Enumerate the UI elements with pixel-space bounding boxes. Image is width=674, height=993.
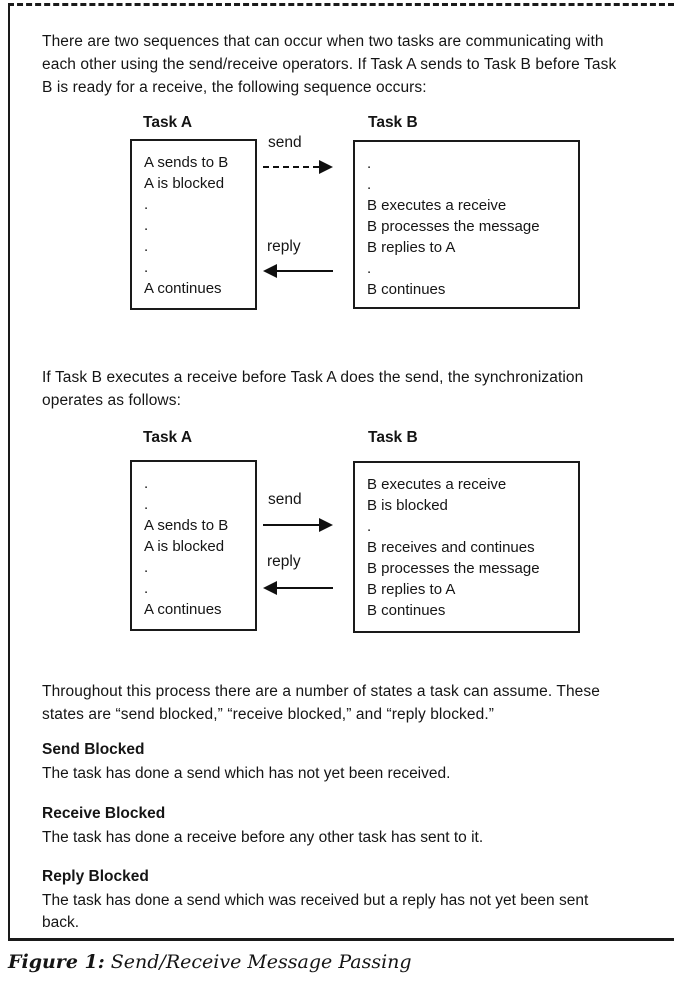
box-line: B processes the message [367,560,540,577]
diagram2-task-b-box [353,461,580,633]
box-line: . [144,496,149,513]
box-line: B continues [367,602,446,619]
box-line: . [144,196,149,213]
box-line: . [367,176,372,193]
reply-blocked-term: Reply Blocked [42,868,149,885]
box-line: B executes a receive [367,197,507,214]
diagram1-task-a-title: Task A [143,114,193,131]
receive-blocked-definition [42,827,483,849]
box-line: B receives and continues [367,539,535,556]
box-line: B executes a receive [367,476,507,493]
reply-arrow-icon [277,587,333,589]
box-line: B continues [367,281,446,298]
box-line: . [144,475,149,492]
figure-caption-title: Send/Receive Message Passing [110,951,412,973]
diagram2-task-a-title: Task A [143,429,193,446]
diagram1-send-label: send [268,134,302,151]
states-paragraph [42,680,600,726]
box-line: B replies to A [367,581,456,598]
box-line: A is blocked [144,538,225,555]
figure-caption [8,951,412,973]
diagram1-reply-label: reply [267,238,301,255]
diagram1-task-a-box [130,139,257,310]
send-blocked-definition [42,763,450,785]
box-line: B is blocked [367,497,448,514]
send-arrow-icon [263,524,319,526]
box-line: B replies to A [367,239,456,256]
sync-paragraph [42,366,583,412]
send-arrow-icon [263,166,319,168]
paragraph-line: operates as follows: [42,392,181,409]
box-line: A continues [144,601,222,618]
send-blocked-term: Send Blocked [42,741,145,758]
definition-line: The task has done a send which was received but a reply has not yet been sent [42,892,589,909]
box-line: A continues [144,280,222,297]
diagram2-reply-label: reply [267,553,301,570]
paragraph-line: states are “send blocked,” “receive blocked,” and “reply blocked.” [42,706,495,723]
box-line: A is blocked [144,175,225,192]
box-line: . [367,260,372,277]
definition-line: back. [42,914,80,931]
paragraph-line: B is ready for a receive, the following sequence occurs: [42,79,427,96]
paragraph-line: There are two sequences that can occur when two tasks are communicating with [42,33,604,50]
diagram1-task-b-title: Task B [368,114,418,131]
box-line: . [367,155,372,172]
reply-arrow-icon [277,270,333,272]
definition-line: The task has done a receive before any other task has sent to it. [42,829,484,846]
figure-caption-label: Figure 1: [8,951,105,973]
receive-blocked-term: Receive Blocked [42,805,166,822]
paragraph-line: Throughout this process there are a number of states a task can assume. These [42,683,600,700]
box-line: . [144,580,149,597]
box-line: . [144,559,149,576]
intro-paragraph [42,30,616,99]
paragraph-line: each other using the send/receive operators. If Task A sends to Task B before Task [42,56,617,73]
diagram2-task-a-box [130,460,257,631]
diagram2-task-b-title: Task B [368,429,418,446]
paragraph-line: If Task B executes a receive before Task A does the send, the synchronization [42,369,584,386]
reply-blocked-definition [42,890,588,934]
box-line: . [144,238,149,255]
box-line: . [144,259,149,276]
box-line: . [367,518,372,535]
box-line: B processes the message [367,218,540,235]
box-line: A sends to B [144,517,229,534]
box-line: . [144,217,149,234]
diagram2-send-label: send [268,491,302,508]
definition-line: The task has done a send which has not yet been received. [42,765,451,782]
box-line: A sends to B [144,154,229,171]
diagram1-task-b-box [353,140,580,309]
